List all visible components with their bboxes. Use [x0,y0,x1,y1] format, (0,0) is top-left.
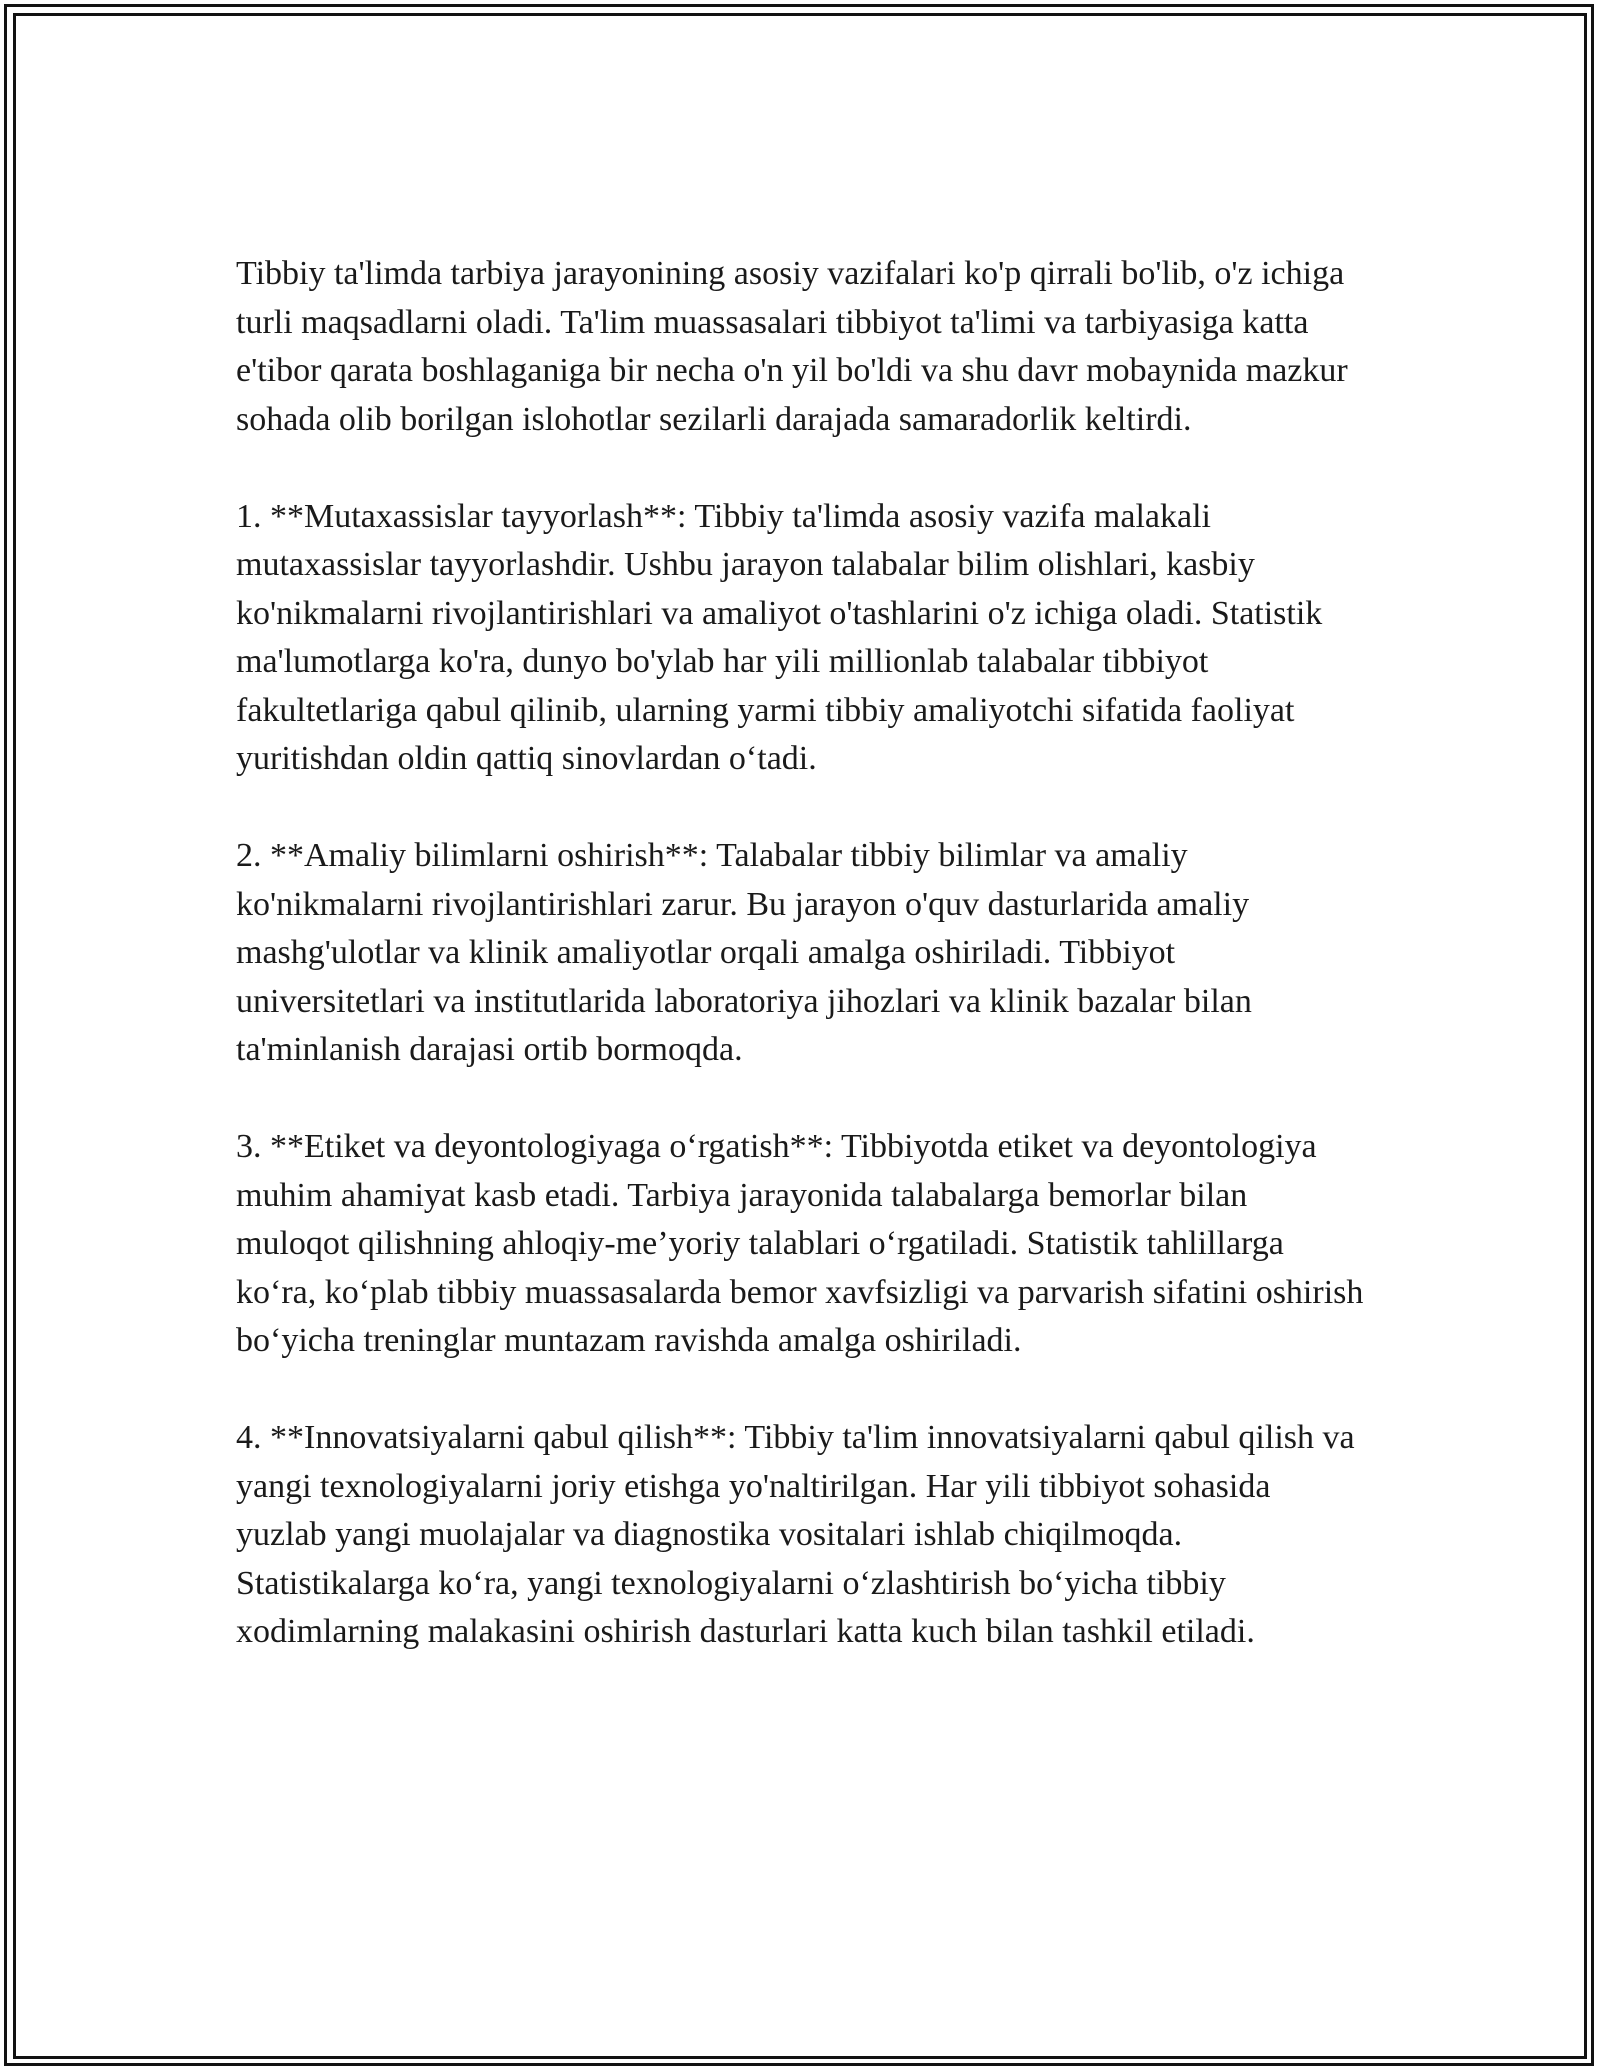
list-item-3: 3. **Etiket va deyontologiyaga o‘rgatish**: Tibbiyotda etiket va deyontologiya muhim ahamiyat kasb etadi. Tarbiya jarayonida talabalarga bemorlar bilan muloqot qilishning ahloqiy-me’yoriy talablari o‘rgatiladi. Statistik tahlillarga ko‘ra, ko‘plab tibbiy muassasalarda bemor xavfsizligi va parvarish sifatini oshirish bo‘yicha treninglar muntazam ravishda amalga oshiriladi. [236,1128,1364,1359]
intro-paragraph: Tibbiy ta'limda tarbiya jarayonining asosiy vazifalari ko'p qirrali bo'lib, o'z ichiga turli maqsadlarni oladi. Ta'lim muassasalari tibbiyot ta'limi va tarbiyasiga katta e'tibor qarata boshlaganiga bir necha o'n yil bo'ldi va shu davr mobaynida mazkur sohada olib borilgan islohotlar sezilarli darajada samaradorlik keltirdi. [236,255,1348,438]
list-item-1: 1. **Mutaxassislar tayyorlash**: Tibbiy ta'limda asosiy vazifa malakali mutaxassislar tayyorlashdir. Ushbu jarayon talabalar bilim olishlari, kasbiy ko'nikmalarni rivojlantirishlari va amaliyot o'tashlarini o'z ichiga oladi. Statistik ma'lumotlarga ko'ra, dunyo bo'ylab har yili millionlab talabalar tibbiyot fakultetlariga qabul qilinib, ularning yarmi tibbiy amaliyotchi sifatida faoliyat yuritishdan oldin qattiq sinovlardan o‘tadi. [236,497,1323,777]
list-item-4: 4. **Innovatsiyalarni qabul qilish**: Tibbiy ta'lim innovatsiyalarni qabul qilish va yangi texnologiyalarni joriy etishga yo'naltirilgan. Har yili tibbiyot sohasida yuzlab yangi muolajalar va diagnostika vositalari ishlab chiqilmoqda. Statistikalarga ko‘ra, yangi texnologiyalarni o‘zlashtirish bo‘yicha tibbiy xodimlarning malakasini oshirish dasturlari katta kuch bilan tashkil etiladi. [236,1419,1355,1650]
list-item-2: 2. **Amaliy bilimlarni oshirish**: Talabalar tibbiy bilimlar va amaliy ko'nikmalarni rivojlantirishlari zarur. Bu jarayon o'quv dasturlarida amaliy mashg'ulotlar va klinik amaliyotlar orqali amalga oshiriladi. Tibbiyot universitetlari va institutlarida laboratoriya jihozlari va klinik bazalar bilan ta'minlanish darajasi ortib bormoqda. [236,837,1252,1068]
document-body [236,250,1366,1705]
